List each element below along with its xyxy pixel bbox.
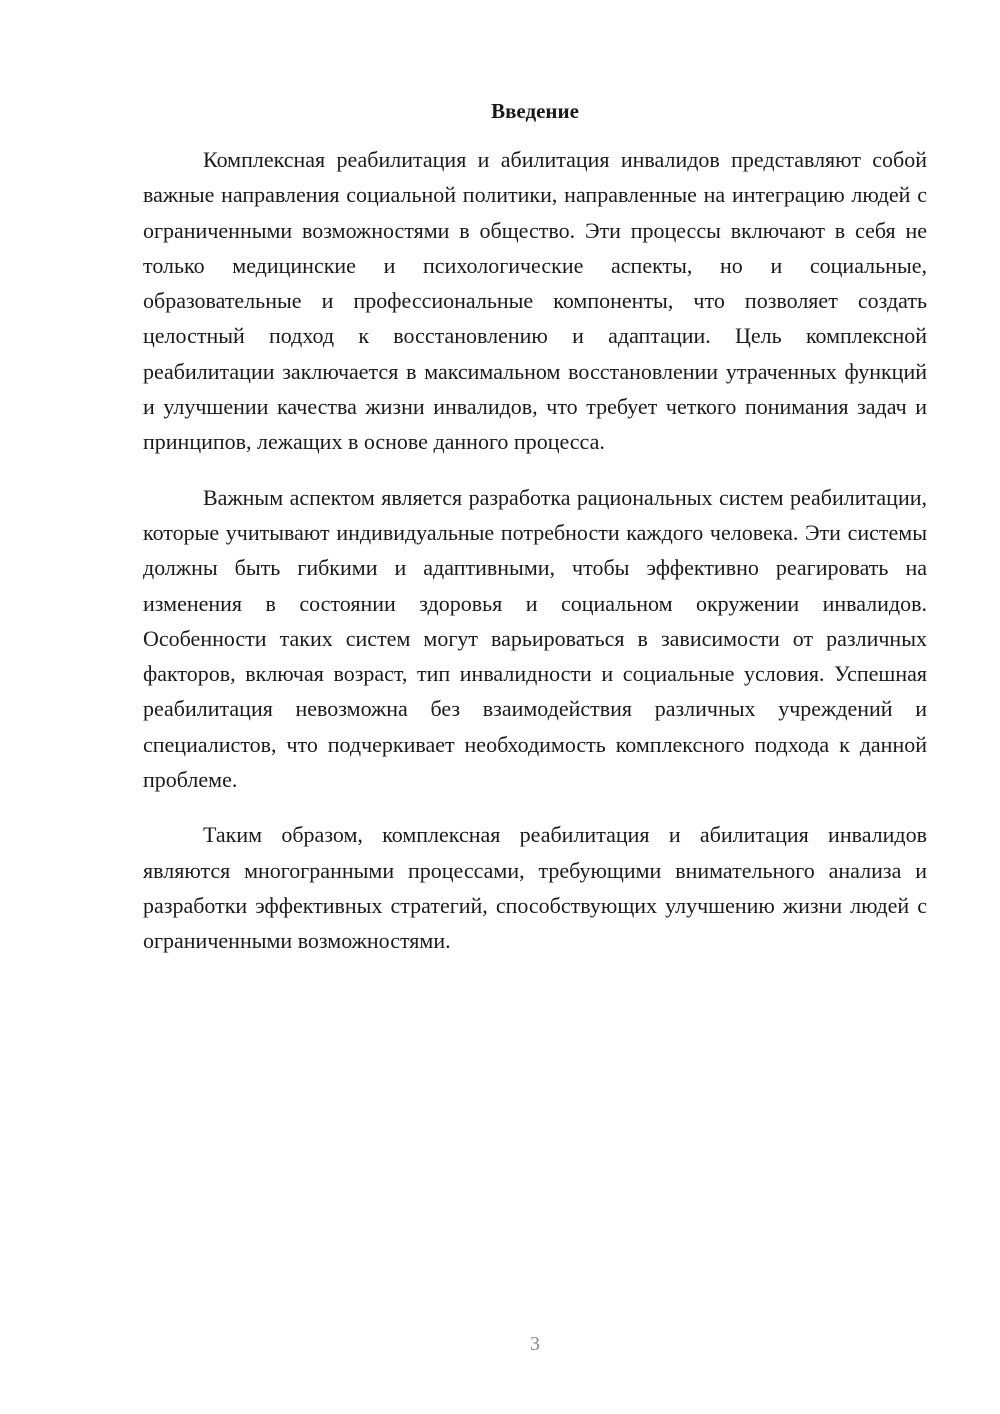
body-text: [143, 142, 927, 979]
paragraph-3: Таким образом, комплексная реабилитация и абилитация инвалидов являются многогранными процессами, требующими внимательного анализа и разработки эффективных стратегий, способствующих улучшению жизни людей с ограниченными возможностями.: [143, 822, 927, 954]
page-number: 3: [530, 1333, 540, 1355]
paragraph-2: Важным аспектом является разработка рациональных систем реабилитации, которые учитывают индивидуальные потребности каждого человека. Эти системы должны быть гибкими и адаптивными, чтобы эффективно реагировать на изменения в состоянии здоровья и социальном окружении инвалидов. Особенности таких систем могут варьироваться в зависимости от различных факторов, включая возраст, тип инвалидности и социальные условия. Успешная реабилитация невозможна без взаимодействия различных учреждений и специалистов, что подчеркивает необходимость комплексного подхода к данной проблеме.: [143, 484, 927, 793]
page-heading: Введение: [491, 99, 579, 123]
paragraph-1: Комплексная реабилитация и абилитация инвалидов представляют собой важные направления социальной политики, направленные на интеграцию людей с ограниченными возможностями в общество. Эти процессы включают в себя не только медицинские и психологические аспекты, но и социальные, образовательные и профессиональные компоненты, что позволяет создать целостный подход к восстановлению и адаптации. Цель комплексной реабилитации заключается в максимальном восстановлении утраченных функций и улучшении качества жизни инвалидов, что требует четкого понимания задач и принципов, лежащих в основе данного процесса.: [143, 147, 927, 455]
